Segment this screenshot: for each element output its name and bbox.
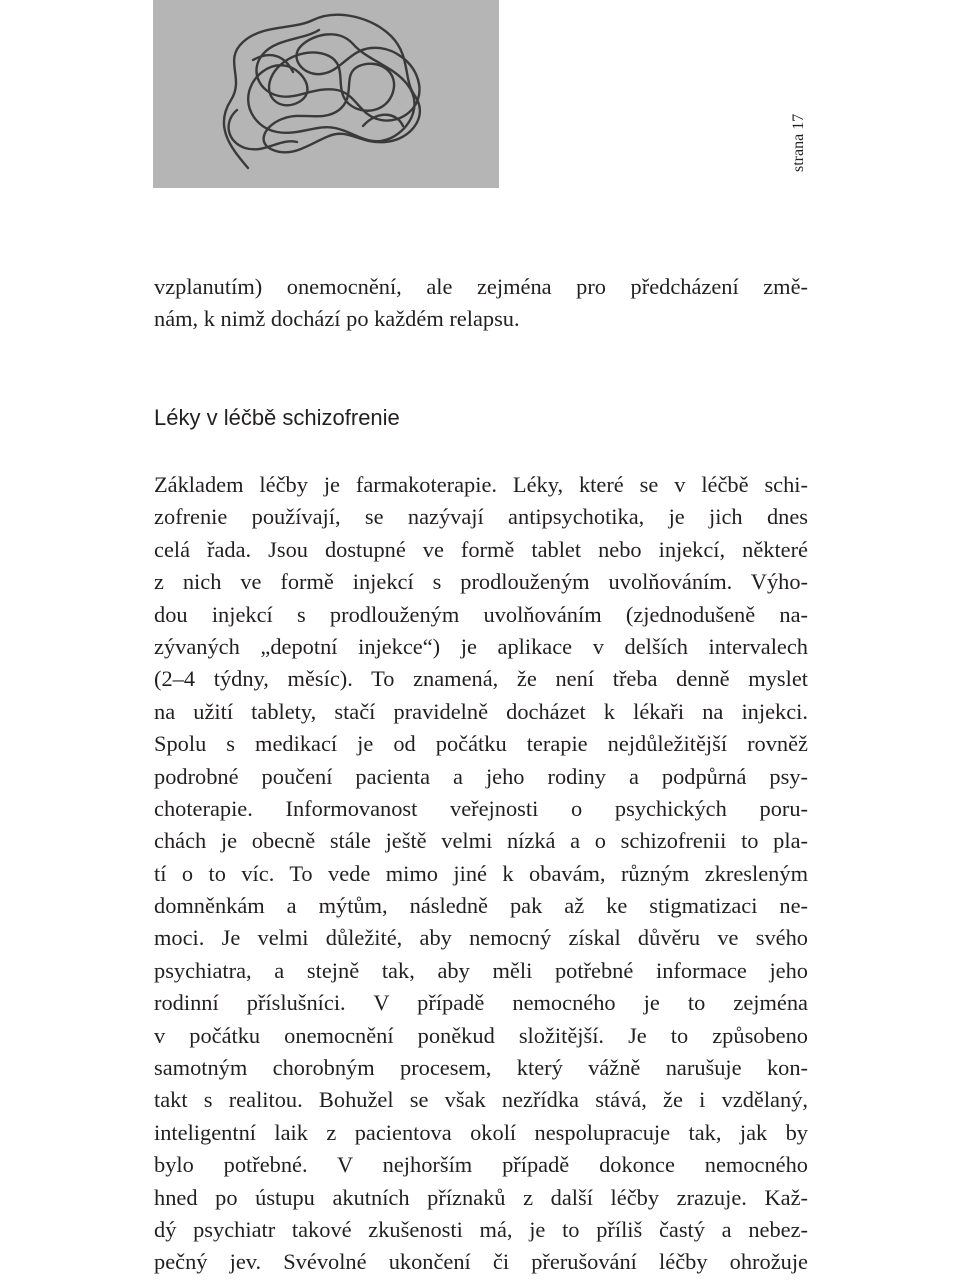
text-line: takt s realitou. Bohužel se však nezřídka stává, že i vzdělaný,	[154, 1087, 808, 1113]
text-line: pečný jev. Svévolné ukončení či přerušování léčby ohrožuje	[154, 1249, 808, 1275]
text-line: moci. Je velmi důležité, aby nemocný získal důvěru ve svého	[154, 925, 808, 951]
text-line: inteligentní laik z pacientova okolí nespolupracuje tak, jak by	[154, 1119, 808, 1145]
text-line: dou injekcí s prodlouženým uvolňováním (zjednodušeně na-	[154, 601, 808, 627]
text-line: v počátku onemocnění poněkud složitější. Je to způsobeno	[154, 1022, 808, 1048]
text-line: z nich ve formě injekcí s prodlouženým uvolňováním. Výho-	[154, 569, 808, 595]
section-heading: Léky v léčbě schizofrenie	[154, 405, 400, 430]
text-line: podrobné poučení pacienta a jeho rodiny a podpůrná psy-	[154, 763, 808, 789]
intro-paragraph	[154, 271, 808, 336]
text-line: chách je obecně stále ještě velmi nízká a o schizofrenii to pla-	[154, 828, 808, 854]
text-line: choterapie. Informovanost veřejnosti o psychických poru-	[154, 795, 808, 821]
text-line: bylo potřebné. V nejhorším případě dokonce nemocného	[154, 1152, 808, 1178]
header-decoration-panel	[153, 0, 499, 188]
page-number: strana 17	[790, 113, 807, 172]
text-line: celá řada. Jsou dostupné ve formě tablet nebo injekcí, některé	[154, 536, 808, 562]
tangled-brain-icon	[153, 0, 499, 188]
text-line: samotným chorobným procesem, který vážně narušuje kon-	[154, 1055, 808, 1081]
text-line: rodinní příslušníci. V případě nemocného je to zejména	[154, 990, 808, 1016]
text-line: vzplanutím) onemocnění, ale zejména pro předcházení změ-	[154, 274, 808, 299]
text-line: zývaných „depotní injekce“) je aplikace v delších intervalech	[154, 633, 808, 659]
text-line: domněnkám a mýtům, následně pak až ke stigmatizaci ne-	[154, 893, 808, 919]
text-line: (2–4 týdny, měsíc). To znamená, že není třeba denně myslet	[154, 666, 808, 692]
text-line: na užití tablety, stačí pravidelně docházet k lékaři na injekci.	[154, 698, 808, 724]
text-line: tí o to víc. To vede mimo jiné k obavám, různým zkresleným	[154, 860, 808, 886]
body-paragraph	[154, 469, 808, 1279]
text-line: nám, k nimž dochází po každém relapsu.	[154, 306, 520, 332]
text-line: Základem léčby je farmakoterapie. Léky, které se v léčbě schi-	[154, 472, 808, 497]
text-line: Spolu s medikací je od počátku terapie nejdůležitější rovněž	[154, 731, 808, 757]
text-line: dý psychiatr takové zkušenosti má, je to příliš častý a nebez-	[154, 1216, 808, 1242]
text-line: hned po ústupu akutních příznaků z další léčby zrazuje. Kaž-	[154, 1184, 808, 1210]
text-line: psychiatra, a stejně tak, aby měli potřebné informace jeho	[154, 957, 808, 983]
text-line: zofrenie používají, se nazývají antipsychotika, je jich dnes	[154, 504, 808, 530]
